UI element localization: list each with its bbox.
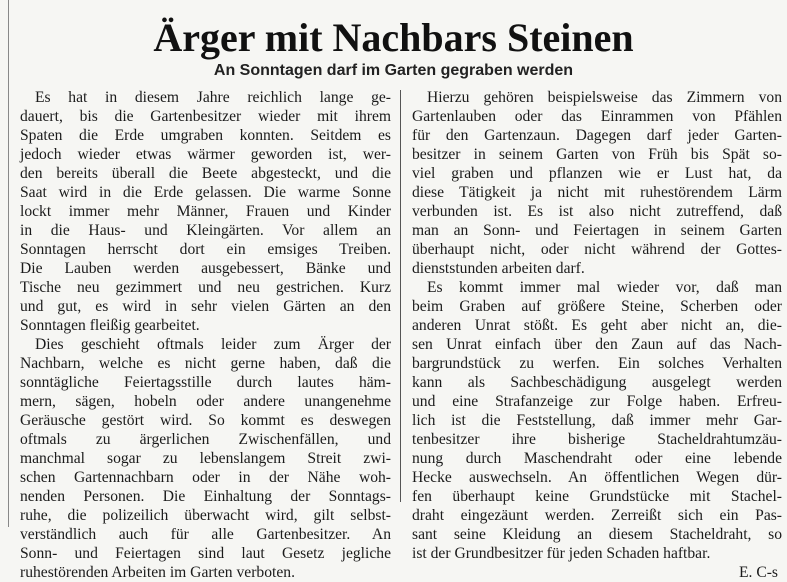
text-line: lich ist die Feststellung, daß immer mehr Gar-	[412, 412, 782, 429]
text-line: ist der Grundbesitzer für jeden Schaden haftbar.	[412, 545, 711, 562]
article-paragraph	[20, 88, 391, 335]
article-subheadline: An Sonntagen darf im Garten gegraben werden	[213, 62, 574, 79]
text-line: bargrundstück zu werfen. Ein solches Verhalten	[412, 355, 782, 372]
text-line: Sonn- und Feiertagen sind laut Gesetz jegliche	[20, 545, 391, 562]
text-line: jedoch wieder etwas wärmer geworden ist, wer-	[20, 146, 391, 163]
text-line: und eine Strafanzeige zur Folge haben. Erfreu-	[412, 393, 782, 410]
text-line: mern, sägen, hobeln oder andere unangenehme	[20, 393, 391, 410]
article-paragraph	[412, 88, 782, 278]
text-line: lockt immer mehr Männer, Frauen und Kinder	[20, 203, 391, 220]
text-line: für den Gartenzaun. Dagegen darf jeder Garten-	[412, 127, 782, 144]
text-line: kann als Sachbeschädigung ausgelegt werden	[412, 374, 782, 391]
text-line: man an Sonn- und Feiertagen in seinem Garten	[412, 222, 782, 239]
text-line: ruhestörenden Arbeiten im Garten verboten.	[20, 564, 295, 581]
text-line: Hecke auswechseln. An öffentlichen Wegen dür-	[412, 469, 782, 486]
author-signature: E. C-s	[739, 564, 778, 581]
text-line: den bereits überall die Beete abgesteckt, und die	[20, 165, 391, 182]
text-line: Gartenlauben oder das Einrammen von Pfählen	[412, 108, 782, 125]
text-line: schen Gartennachbarn oder in der Nähe woh-	[20, 469, 391, 486]
text-line: Nachbarn, welche es nicht gerne haben, daß die	[20, 355, 391, 372]
text-line: nenden Personen. Die Einhaltung der Sonntags-	[20, 488, 391, 505]
text-line: Es kommt immer mal wieder vor, daß man	[427, 279, 782, 296]
text-line: diese Tätigkeit ja nicht mit ruhestörendem Lärm	[412, 184, 782, 201]
text-line: Saat wird in die Erde gelassen. Die warme Sonne	[20, 184, 391, 201]
text-line: sonntägliche Feiertagsstille durch lautes häm-	[20, 374, 391, 391]
text-line: manchmal sogar zu lebenslangem Streit zwi-	[20, 450, 391, 467]
text-line: Dies geschieht oftmals leider zum Ärger der	[35, 336, 391, 353]
right-column	[412, 88, 782, 581]
text-line: Tische neu gezimmert und neu gestrichen. Kurz	[20, 279, 391, 296]
text-line: in die Haus- und Kleingärten. Vor allem an	[20, 222, 391, 239]
text-line: Es hat in diesem Jahre reichlich lange ge-	[35, 89, 391, 106]
article-headline: Ärger mit Nachbars Steinen	[153, 15, 634, 60]
text-line: fen überhaupt keine Grundstücke mit Stachel-	[412, 488, 782, 505]
article-paragraph	[20, 335, 391, 582]
text-line: tenbesitzer ihre bisherige Stacheldrahtumzäu-	[412, 431, 782, 448]
text-line: Die Lauben werden ausgebessert, Bänke und	[20, 260, 391, 277]
text-line: besitzer in seinem Garten von Früh bis Spät so-	[412, 146, 782, 163]
text-line: anderen Unrat stößt. Es geht aber nicht an, die-	[412, 317, 782, 334]
text-line: verbunden ist. Es ist also nicht zutreffend, daß	[412, 203, 782, 220]
text-line: oftmals zu ärgerlichen Zwischenfällen, und	[20, 431, 391, 448]
text-line: sen Unrat einfach über den Zaun auf das Nach-	[412, 336, 782, 353]
article-paragraph	[412, 278, 782, 563]
text-line: überhaupt nicht, oder nicht während der Gottes-	[412, 241, 782, 258]
column-divider	[400, 90, 401, 502]
text-line: Sonntagen fleißig gearbeitet.	[20, 317, 200, 334]
text-line: und gut, es wird in sehr vielen Gärten an den	[20, 298, 391, 315]
text-line: ruhe, die polizeilich überwacht wird, gilt selbst-	[20, 507, 391, 524]
text-line: draht eingezäunt werden. Zerreißt sich ein Pas-	[412, 507, 782, 524]
text-line: Geräusche gestört wird. So kommt es deswegen	[20, 412, 391, 429]
left-column	[20, 88, 391, 581]
text-line: Hierzu gehören beispielsweise das Zimmern von	[427, 89, 782, 106]
text-line: dauert, bis die Gartenbesitzer wieder mit ihrem	[20, 108, 391, 125]
text-line: Sonntagen herrscht dort ein emsiges Treiben.	[20, 241, 391, 258]
text-line: sant seine Kleidung an diesem Stacheldraht, so	[412, 526, 782, 543]
text-line: dienststunden arbeiten darf.	[412, 260, 585, 277]
text-line: Spaten die Erde umgraben konnten. Seitdem es	[20, 127, 391, 144]
text-line: viel graben und pflanzen wie er Lust hat, da	[412, 165, 782, 182]
text-line: nung durch Maschendraht oder eine lebende	[412, 450, 782, 467]
text-line: verständlich auch für alle Gartenbesitzer. An	[20, 526, 391, 543]
text-line: beim Graben auf größere Steine, Scherben oder	[412, 298, 782, 315]
